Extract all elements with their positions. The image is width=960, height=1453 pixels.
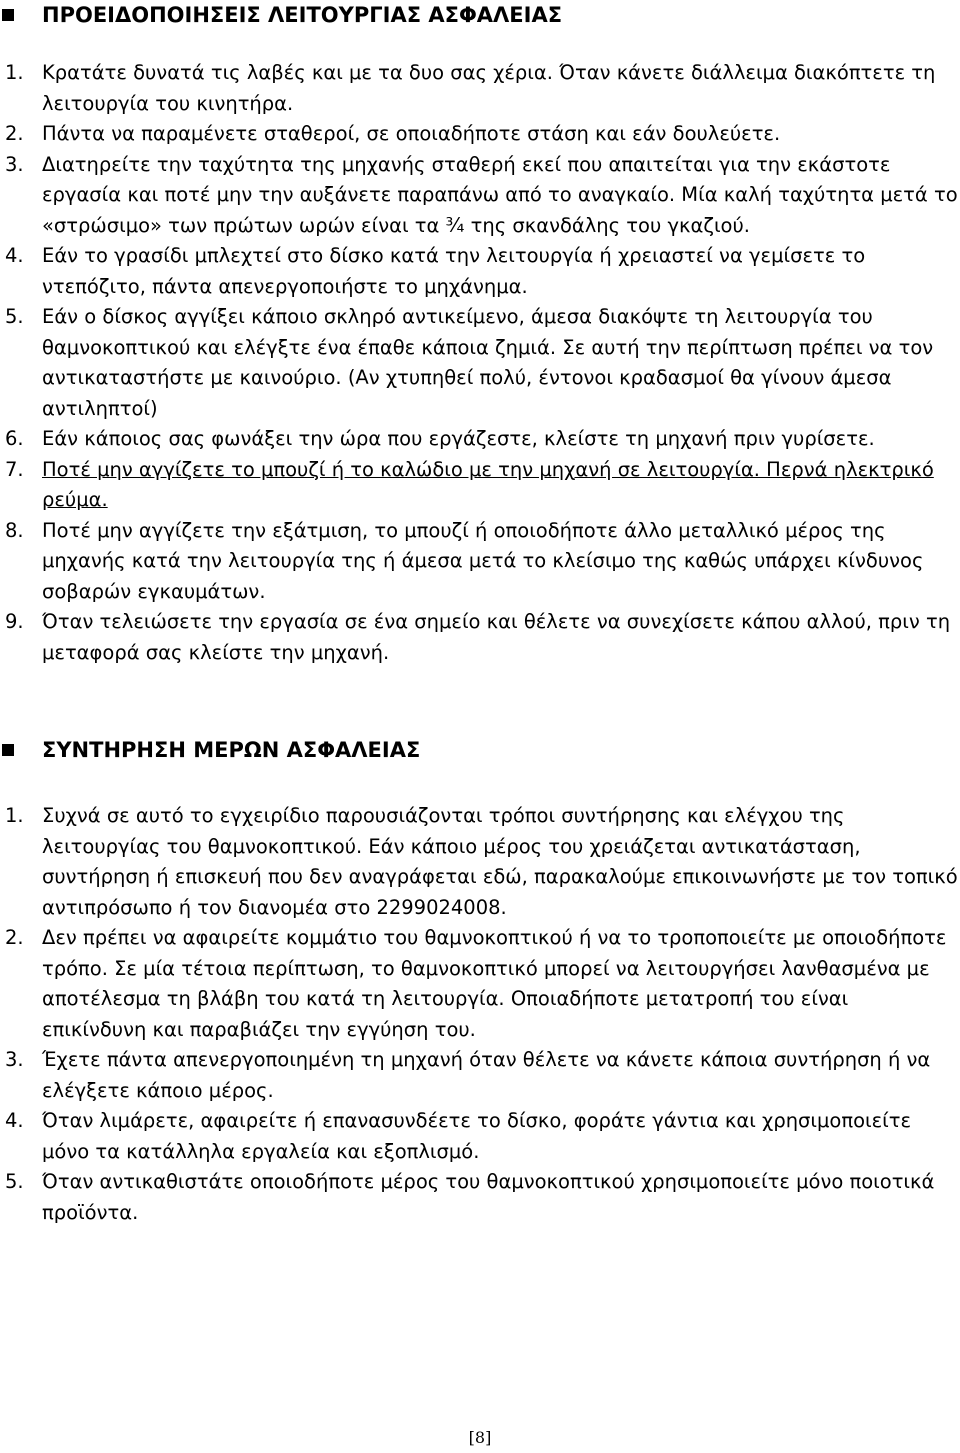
list-item: 8. Ποτέ μην αγγίζετε την εξάτμιση, το μπουζί ή οποιοδήποτε άλλο μεταλλικό μέρος της μηχανής κατά την λειτουργία της ή άμεσα μετά το κλείσιμο της καθώς υπάρχει κίνδυνος σοβαρών εγκαυμάτων. <box>5 518 924 603</box>
list-item: 6. Εάν κάποιος σας φωνάξει την ώρα που εργάζεστε, κλείστε τη μηχανή πριν γυρίσετε. <box>5 427 875 450</box>
list-item: 3. Διατηρείτε την ταχύτητα της μηχανής σταθερή εκεί που απαιτείται για την εκάστοτε εργασία και ποτέ μην την αυξάνετε παραπάνω από το αναγκαίο. Μία καλή ταχύτητα μετά το «στρώσιμο» των πρώτων ωρών είναι τα ¾ της σκανδάλης του γκαζιού. <box>5 152 958 237</box>
list-item: 4. Όταν λιμάρετε, αφαιρείτε ή επανασυνδέετε το δίσκο, φοράτε γάντια και χρησιμοποιείτε μόνο τα κατάλληλα εργαλεία και εξοπλισμό. <box>5 1109 912 1163</box>
page-number: [8] <box>468 1428 492 1447</box>
square-bullet-icon <box>2 744 14 756</box>
list-item-underlined: 7. Ποτέ μην αγγίζετε το μπουζί ή το καλώδιο με την μηχανή σε λειτουργία. Περνά ηλεκτρικό ρεύμα. <box>5 457 934 511</box>
list-item: 5. Όταν αντικαθιστάτε οποιοδήποτε μέρος του θαμνοκοπτικού χρησιμοποιείτε μόνο ποιοτικά προϊόντα. <box>5 1170 935 1224</box>
document-page: ΠΡΟΕΙΔΟΠΟΙΗΣΕΙΣ ΛΕΙΤΟΥΡΓΙΑΣ ΑΣΦΑΛΕΙΑΣ 1. Κρατάτε δυνατά τις λαβές και με τα δυο σας χέρια. Όταν κάνετε διάλλειμα διακόπτετε τη λειτουργία του κινητήρα. 2. Πάντα να παραμένετε σταθεροί, σε οποιαδήποτε στάση και εάν δουλεύετε. 3. Διατηρείτε την ταχύτητα της μηχανής σταθερή εκεί που απαιτείται για την εκάστοτε εργασία και ποτέ μην την αυξάνετε παραπάνω από το αναγκαίο. Μία καλή ταχύτητα μετά το «στρώσιμο» των πρώτων ωρών είναι τα ¾ της σκανδάλης του γκαζιού. 4. Εάν το γρασίδι μπλεχτεί στο δίσκο κατά την λειτουργία ή χρειαστεί να γεμίσετε το ντεπόζιτο, πάντα απενεργοποιήστε το μηχάνημα. 5. Εάν ο δίσκος αγγίξει κάποιο σκληρό αντικείμενο, άμεσα διακόψτε τη λειτουργία του θαμνοκοπτικού και ελέγξτε ένα έπαθε κάποια ζημιά. Σε αυτή την περίπτωση πρέπει να τον αντικαταστήστε με καινούριο. (Αν χτυπηθεί πολύ, έντονοι κραδασμοί θα γίνουν άμεσα αντιληπτοί) 6. Εάν κάποιος σας φωνάξει την ώρα που εργάζεστε, κλείστε τη μηχανή πριν γυρίσετε. 7. Ποτέ μην αγγίζετε το μπουζί ή το καλώδιο με την μηχανή σε λειτουργία. Περνά ηλεκτρικό ρεύμα. 8. Ποτέ μην αγγίζετε την εξάτμιση, το μπουζί ή οποιοδήποτε άλλο μεταλλικό μέρος της μηχανής κατά την λειτουργία της ή άμεσα μετά το κλείσιμο της καθώς υπάρχει κίνδυνος σοβαρών εγκαυμάτων. 9. Όταν τελειώσετε την εργασία σε ένα σημείο και θέλετε να συνεχίσετε κάπου αλλού, πριν τη μεταφορά σας κλείστε την μηχανή. ΣΥΝΤΗΡΗΣΗ ΜΕΡΩΝ ΑΣΦΑΛΕΙΑΣ 1. Συχνά σε αυτό το εγχειρίδιο παρουσιάζονται τρόποι συντήρησης και ελέγχου της λειτουργίας του θαμνοκοπτικού. Εάν κάποιο μέρος του χρειάζεται αντικατάσταση, συντήρηση ή επισκευή που δεν αναγράφεται εδώ, παρακαλούμε επικοινωνήστε με τον τοπικό αντιπρόσωπο ή τον διανομέα στο 2299024008. 2. Δεν πρέπει να αφαιρείτε κομμάτιο του θαμνοκοπτικού ή να το τροποποιείτε με οποιοδήποτε τρόπο. Σε μία τέτοια περίπτωση, το θαμνοκοπτικό μπορεί να λειτουργήσει λανθασμένα με αποτέλεσμα τη βλάβη του κατά τη λειτουργία. Οποιαδήποτε μετατροπή του είναι επικίνδυνη και παραβιάζει την εγγύηση του. 3. Έχετε πάντα απενεργοποιημένη τη μηχανή όταν θέλετε να κάνετε κάποια συντήρηση ή να ελέγξετε κάποιο μέρος. 4. Όταν λιμάρετε, αφαιρείτε ή επανασυνδέετε το δίσκο, φοράτε γάντια και χρησιμοποιείτε μόνο τα κατάλληλα εργαλεία και εξοπλισμό. 5. Όταν αντικαθιστάτε οποιοδήποτε μέρος του θαμνοκοπτικού χρησιμοποιείτε μόνο ποιοτικά προϊόντα. [8] <box>0 0 960 1453</box>
list-item: 2. Δεν πρέπει να αφαιρείτε κομμάτιο του θαμνοκοπτικού ή να το τροποποιείτε με οποιοδήποτε τρόπο. Σε μία τέτοια περίπτωση, το θαμνοκοπτικό μπορεί να λειτουργήσει λανθασμένα με αποτέλεσμα τη βλάβη του κατά τη λειτουργία. Οποιαδήποτε μετατροπή του είναι επικίνδυνη και παραβιάζει την εγγύηση του. <box>5 926 947 1041</box>
list-item: 9. Όταν τελειώσετε την εργασία σε ένα σημείο και θέλετε να συνεχίσετε κάπου αλλού, πριν τη μεταφορά σας κλείστε την μηχανή. <box>5 610 951 664</box>
safety-maintenance-list <box>0 801 958 1228</box>
list-item: 3. Έχετε πάντα απενεργοποιημένη τη μηχανή όταν θέλετε να κάνετε κάποια συντήρηση ή να ελέγξετε κάποιο μέρος. <box>5 1048 931 1102</box>
list-item: 4. Εάν το γρασίδι μπλεχτεί στο δίσκο κατά την λειτουργία ή χρειαστεί να γεμίσετε το ντεπόζιτο, πάντα απενεργοποιήστε το μηχάνημα. <box>5 244 866 298</box>
list-item: 5. Εάν ο δίσκος αγγίξει κάποιο σκληρό αντικείμενο, άμεσα διακόψτε τη λειτουργία του θαμνοκοπτικού και ελέγξτε ένα έπαθε κάποια ζημιά. Σε αυτή την περίπτωση πρέπει να τον αντικαταστήστε με καινούριο. (Αν χτυπηθεί πολύ, έντονοι κραδασμοί θα γίνουν άμεσα αντιληπτοί) <box>5 305 934 420</box>
list-item: 1. Κρατάτε δυνατά τις λαβές και με τα δυο σας χέρια. Όταν κάνετε διάλλειμα διακόπτετε τη λειτουργία του κινητήρα. <box>5 61 936 115</box>
safety-warnings-list <box>0 58 958 668</box>
list-item: 1. Συχνά σε αυτό το εγχειρίδιο παρουσιάζονται τρόποι συντήρησης και ελέγχου της λειτουργίας του θαμνοκοπτικού. Εάν κάποιο μέρος του χρειάζεται αντικατάσταση, συντήρηση ή επισκευή που δεν αναγράφεται εδώ, παρακαλούμε επικοινωνήστε με τον τοπικό αντιπρόσωπο ή τον διανομέα στο 2299024008. <box>5 804 958 919</box>
list-item: 2. Πάντα να παραμένετε σταθεροί, σε οποιαδήποτε στάση και εάν δουλεύετε. <box>5 122 781 145</box>
square-bullet-icon <box>2 9 14 21</box>
